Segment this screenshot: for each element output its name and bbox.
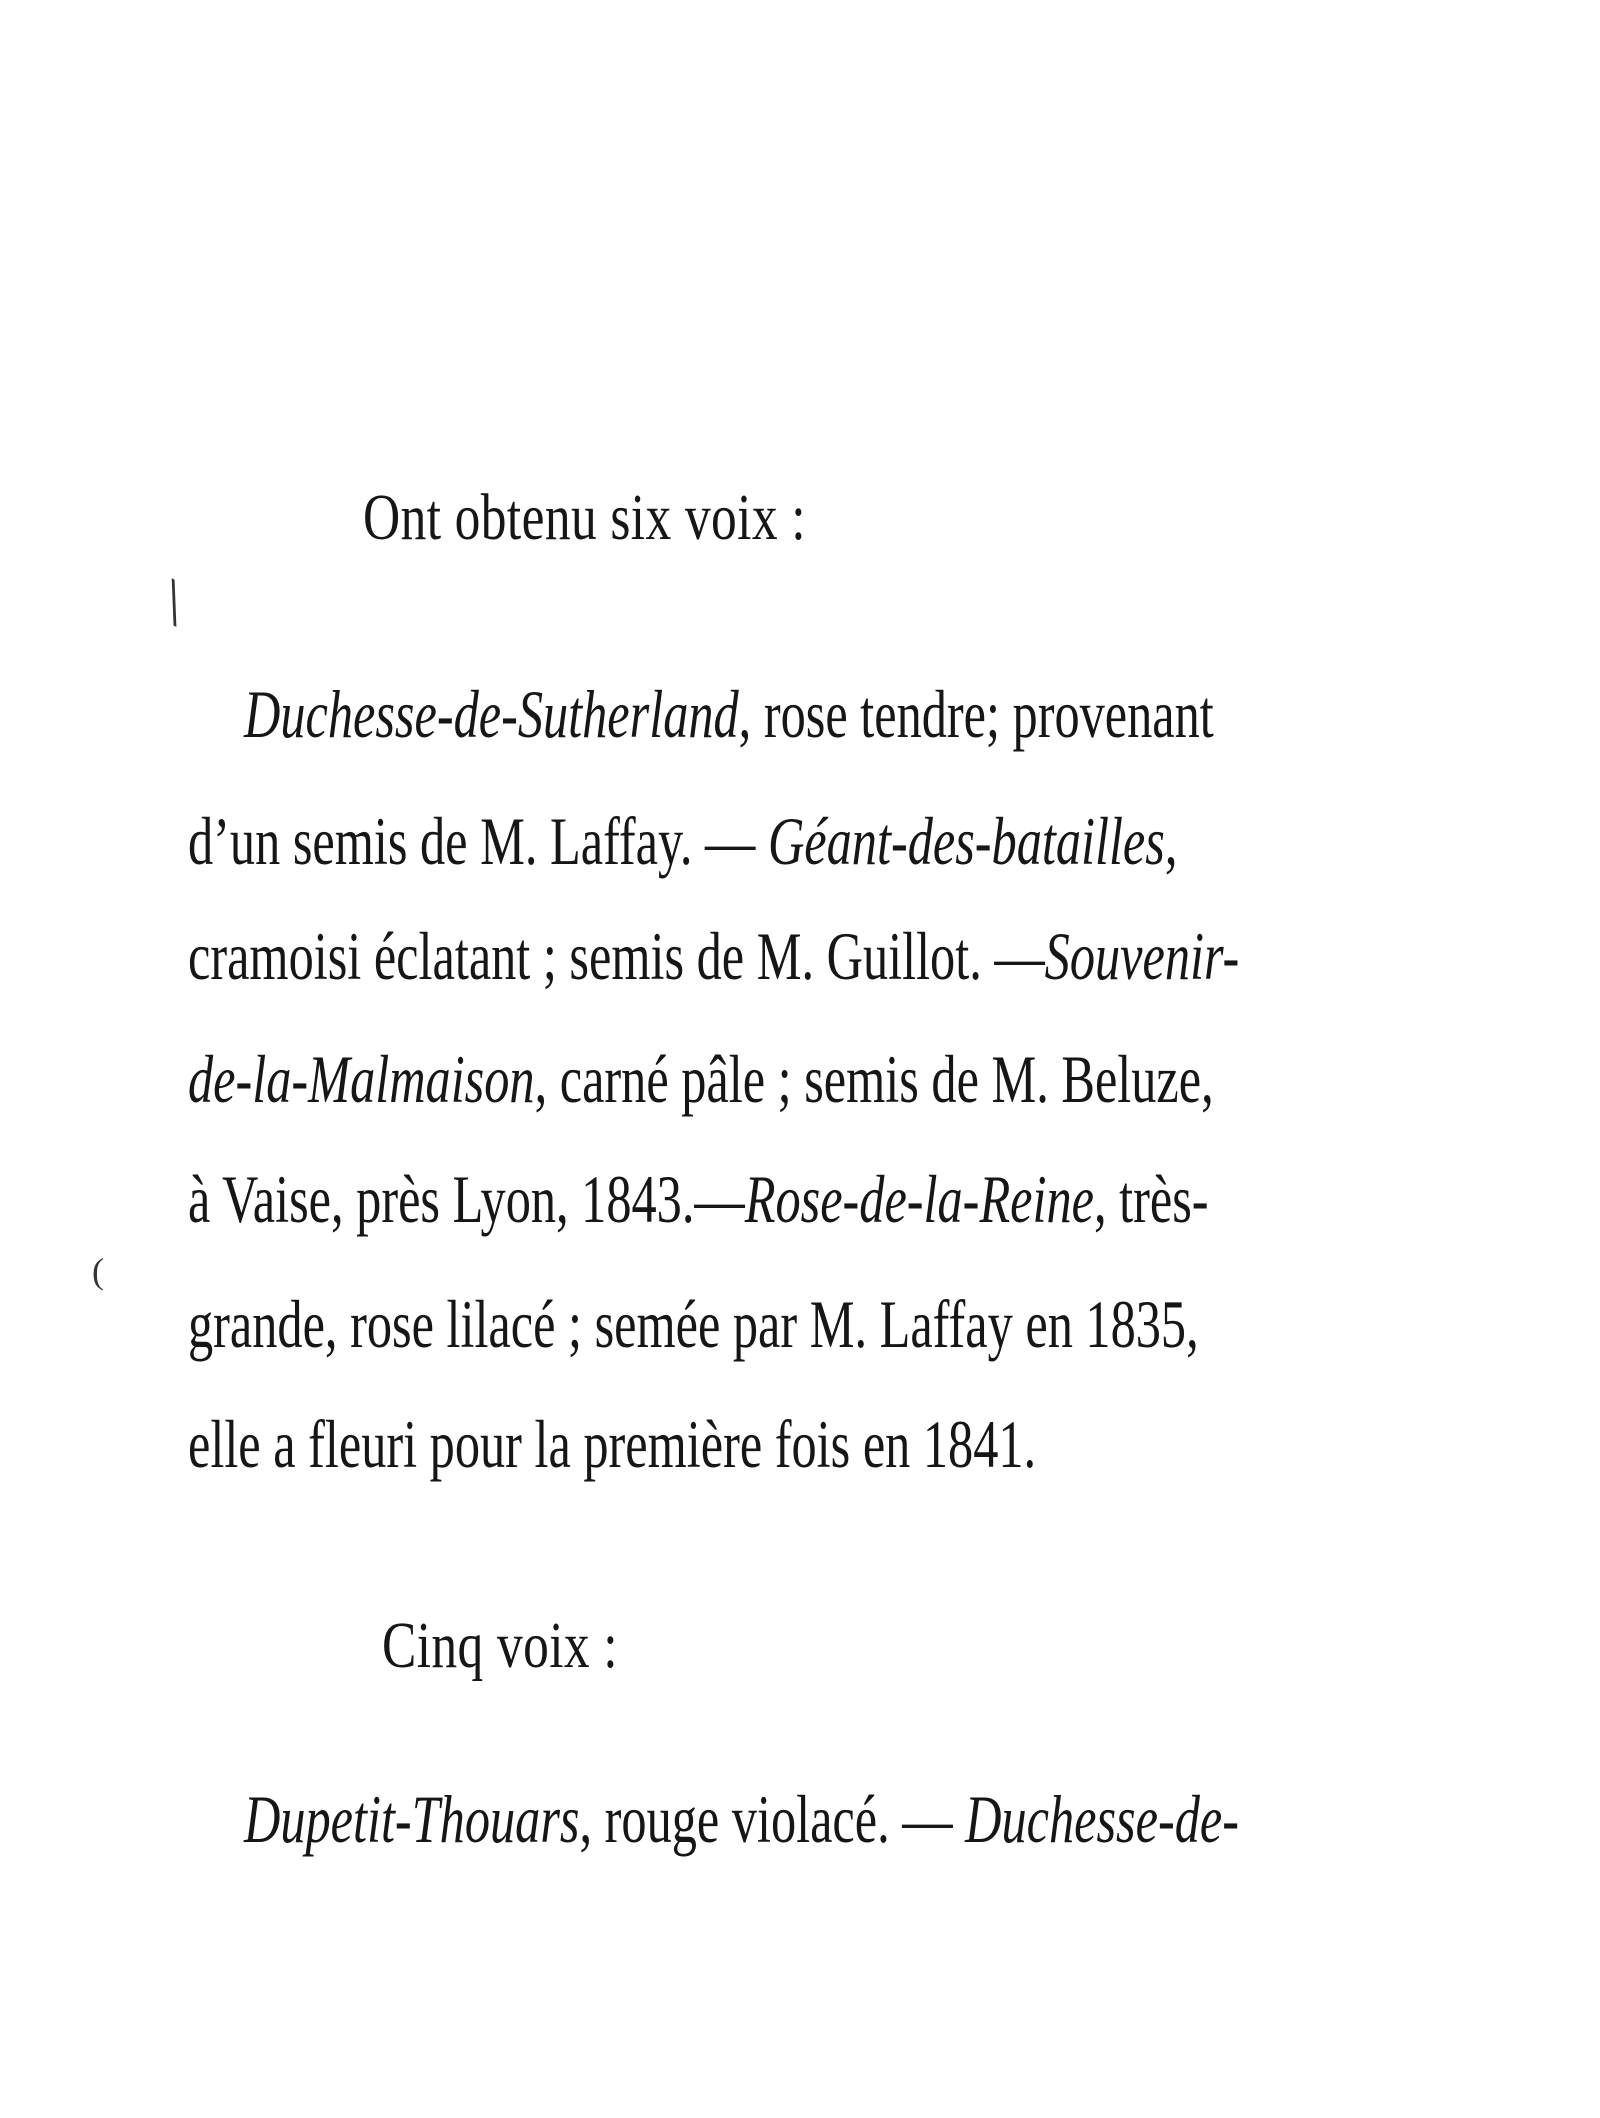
text-run: , très- xyxy=(1093,1161,1209,1237)
text-line xyxy=(244,676,1214,790)
text-run: , rose tendre; provenant xyxy=(738,676,1214,752)
italic-rose-name: Dupetit-Thouars xyxy=(244,1781,580,1857)
italic-rose-name: Géant-des-batailles xyxy=(767,803,1165,879)
text-line xyxy=(188,803,1178,917)
italic-rose-name: de-la-Malmaison xyxy=(188,1041,535,1117)
text-run: , rouge violacé. — xyxy=(579,1781,966,1857)
stray-mark: ( xyxy=(92,1251,104,1291)
text-run: grande, rose lilacé ; semée par M. Laffay en 1835, xyxy=(188,1286,1199,1362)
text-line xyxy=(188,1406,1037,1520)
stray-mark: ╲ xyxy=(155,580,193,626)
text-line xyxy=(188,1041,1214,1155)
text-run: cramoisi éclatant ; semis de M. Guillot. — xyxy=(188,918,1045,994)
text-run: d’un semis de M. Laffay. — xyxy=(188,803,768,879)
section-heading-five-votes: Cinq voix : xyxy=(382,1609,618,1682)
italic-rose-name: Duchesse-de-Sutherland xyxy=(244,676,739,752)
text-line xyxy=(244,1781,1239,1895)
italic-rose-name: Rose-de-la-Reine xyxy=(744,1161,1094,1237)
italic-rose-name: Souvenir- xyxy=(1044,918,1240,994)
text-run: , xyxy=(1164,803,1178,879)
text-line xyxy=(188,918,1240,1032)
section-heading-six-votes: Ont obtenu six voix : xyxy=(363,481,806,554)
text-run: à Vaise, près Lyon, 1843.— xyxy=(188,1161,745,1237)
text-run: elle a fleuri pour la première fois en 1841. xyxy=(188,1406,1037,1482)
text-line xyxy=(188,1161,1209,1275)
text-run: , carné pâle ; semis de M. Beluze, xyxy=(534,1041,1214,1117)
italic-rose-name: Duchesse-de- xyxy=(965,1781,1239,1857)
text-line xyxy=(188,1286,1199,1400)
